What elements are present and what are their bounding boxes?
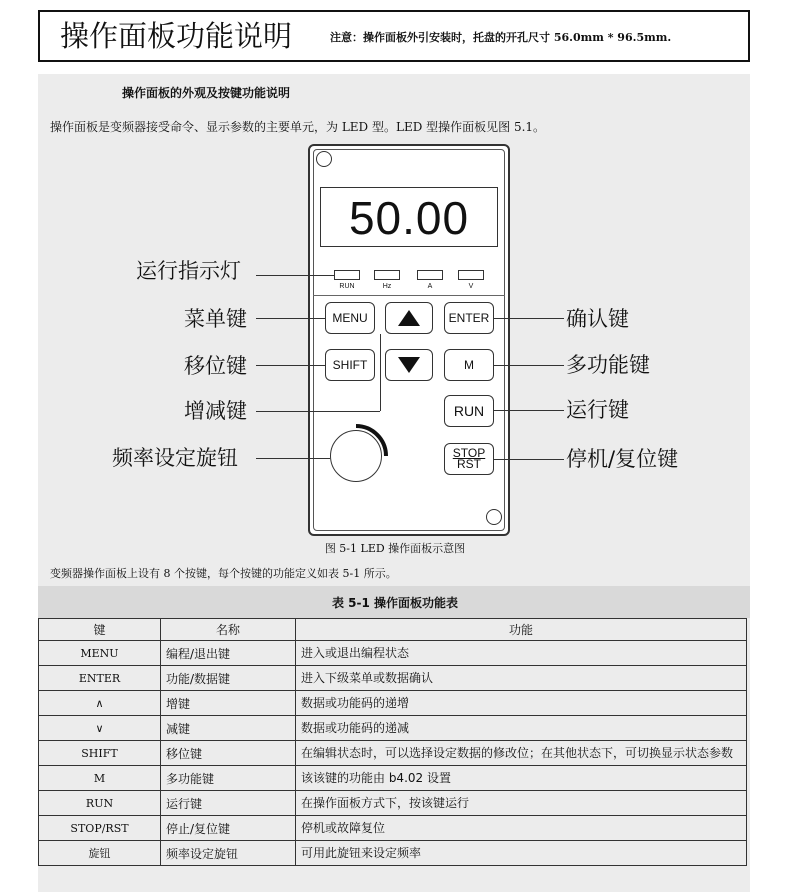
cell-name: 编程/退出键 — [161, 641, 296, 666]
led-a — [417, 270, 443, 280]
cell-key: ∨ — [39, 716, 161, 741]
callout-knob: 频率设定旋钮 — [112, 446, 238, 470]
led-display: 50.00 — [320, 187, 498, 247]
table-row — [39, 691, 747, 716]
callout-confirm-key: 确认键 — [566, 307, 629, 331]
down-button[interactable] — [385, 349, 433, 381]
cell-func: 停机或故障复位 — [296, 816, 747, 841]
callout-multi-key: 多功能键 — [566, 353, 650, 377]
callout-updown-key: 增减键 — [184, 399, 247, 423]
callout-shift-key: 移位键 — [184, 354, 247, 378]
table-row — [39, 841, 747, 866]
table-row — [39, 666, 747, 691]
cell-name: 移位键 — [161, 741, 296, 766]
table-row — [39, 816, 747, 841]
cell-name: 增键 — [161, 691, 296, 716]
leader-line — [256, 275, 334, 276]
table-row — [39, 641, 747, 666]
shift-button[interactable]: SHIFT — [325, 349, 375, 381]
leader-line — [494, 410, 564, 411]
cell-key: ∧ — [39, 691, 161, 716]
cell-func: 在操作面板方式下，按该键运行 — [296, 791, 747, 816]
leader-line — [380, 334, 381, 411]
led-label: Hz — [382, 283, 392, 290]
callout-run-key: 运行键 — [566, 398, 629, 422]
enter-button[interactable]: ENTER — [444, 302, 494, 334]
led-v — [458, 270, 484, 280]
stop-label: STOP — [452, 446, 486, 460]
triangle-up-icon — [397, 309, 421, 327]
led-label: RUN — [339, 283, 355, 290]
cell-key: STOP/RST — [39, 816, 161, 841]
cell-func: 可用此旋钮来设定频率 — [296, 841, 747, 866]
cell-key: SHIFT — [39, 741, 161, 766]
cell-func: 在编辑状态时，可以选择设定数据的修改位；在其他状态下，可切换显示状态参数 — [296, 741, 747, 766]
cell-func: 数据或功能码的递增 — [296, 691, 747, 716]
leader-line — [494, 365, 564, 366]
cell-name: 停止/复位键 — [161, 816, 296, 841]
cell-name: 频率设定旋钮 — [161, 841, 296, 866]
cell-key: ENTER — [39, 666, 161, 691]
mount-hole-icon — [316, 151, 332, 167]
after-text: 变频器操作面板上设有 8 个按键，每个按键的功能定义如表 5-1 所示。 — [50, 567, 397, 580]
cell-name: 运行键 — [161, 791, 296, 816]
frequency-knob[interactable] — [330, 430, 382, 482]
header-func: 功能 — [296, 619, 747, 641]
rst-label: RST — [457, 457, 481, 471]
cell-func: 进入下级菜单或数据确认 — [296, 666, 747, 691]
cell-key: M — [39, 766, 161, 791]
panel-divider — [313, 295, 505, 296]
table-title: 表 5-1 操作面板功能表 — [331, 596, 459, 610]
table-row — [39, 741, 747, 766]
cell-key: RUN — [39, 791, 161, 816]
leader-line — [494, 318, 564, 319]
callout-run-indicator: 运行指示灯 — [136, 259, 241, 283]
triangle-down-icon — [397, 356, 421, 374]
intro-text: 操作面板是变频器接受命令、显示参数的主要单元，为 LED 型。LED 型操作面板见图 5.1。 — [50, 120, 546, 134]
leader-line — [494, 459, 564, 460]
leader-line — [256, 365, 325, 366]
stop-rst-button[interactable] — [444, 443, 494, 475]
cell-name: 功能/数据键 — [161, 666, 296, 691]
table-header-row — [39, 619, 747, 641]
run-button[interactable]: RUN — [444, 395, 494, 427]
callout-menu-key: 菜单键 — [184, 307, 247, 331]
up-button[interactable] — [385, 302, 433, 334]
cell-func: 数据或功能码的递减 — [296, 716, 747, 741]
cell-func: 进入或退出编程状态 — [296, 641, 747, 666]
header-name: 名称 — [161, 619, 296, 641]
table-row — [39, 791, 747, 816]
mount-hole-icon — [486, 509, 502, 525]
table-row — [39, 766, 747, 791]
led-hz — [374, 270, 400, 280]
page-title: 操作面板功能说明 — [60, 19, 293, 53]
leader-line — [256, 318, 325, 319]
callout-stop-key: 停机/复位键 — [566, 447, 679, 471]
leader-line — [256, 411, 380, 412]
led-label: V — [468, 283, 474, 290]
m-button[interactable]: M — [444, 349, 494, 381]
cell-name: 多功能键 — [161, 766, 296, 791]
cell-key: MENU — [39, 641, 161, 666]
cell-name: 减键 — [161, 716, 296, 741]
cell-key: 旋钮 — [39, 841, 161, 866]
menu-button[interactable]: MENU — [325, 302, 375, 334]
table-row — [39, 716, 747, 741]
led-label: A — [427, 283, 433, 290]
header-key: 键 — [39, 619, 161, 641]
section-title: 操作面板的外观及按键功能说明 — [122, 86, 291, 100]
header-note: 注意：操作面板外引安装时，托盘的开孔尺寸 56.0mm * 96.5mm. — [330, 31, 672, 44]
function-table — [38, 618, 747, 866]
leader-line — [256, 458, 330, 459]
figure-caption: 图 5-1 LED 操作面板示意图 — [324, 542, 466, 555]
cell-func: 该该键的功能由 b4.02 设置 — [296, 766, 747, 791]
led-run — [334, 270, 360, 280]
